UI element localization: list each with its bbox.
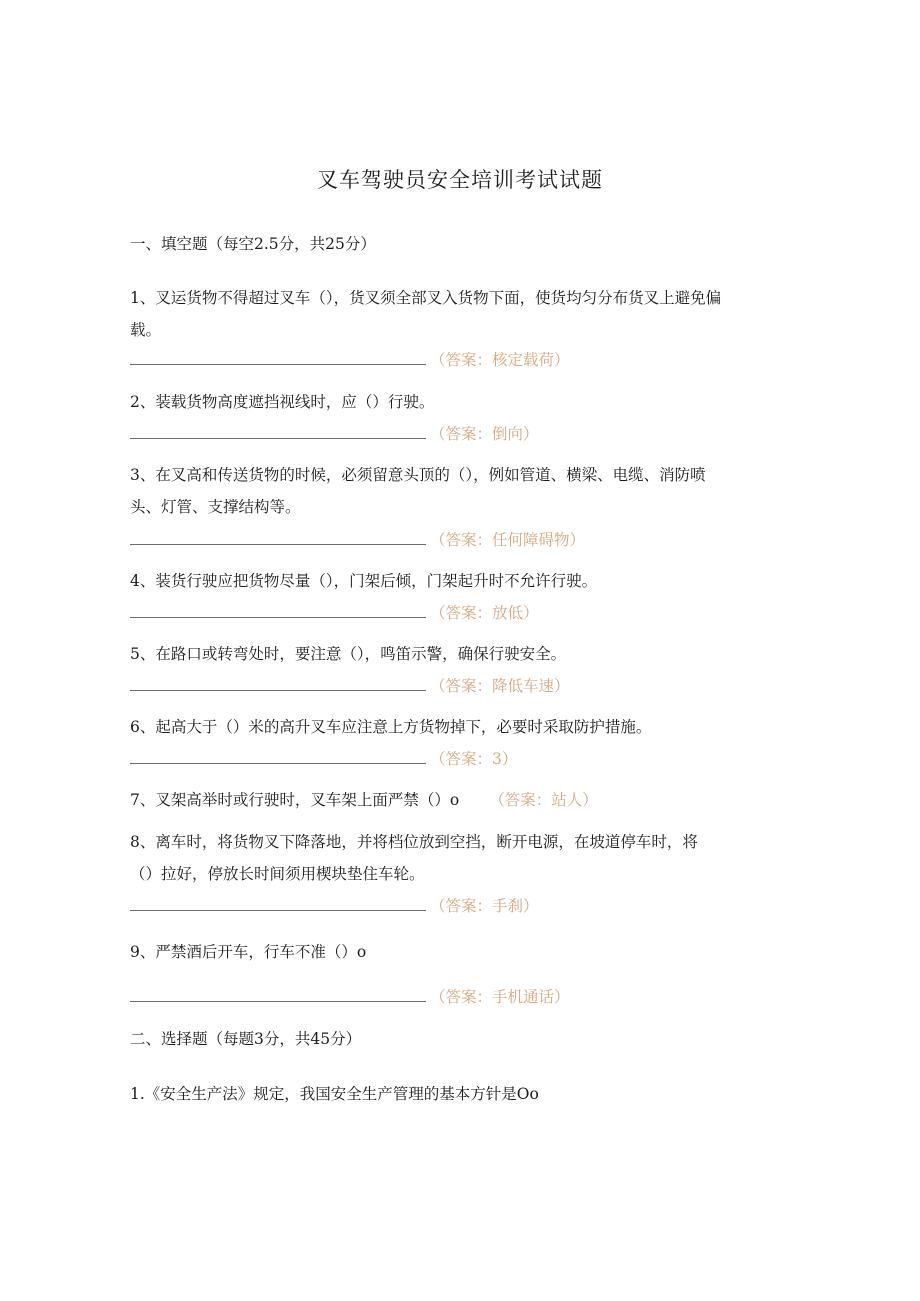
answer-blank [130,601,426,618]
question-4-line-1: 4、装货行驶应把货物尽量（），门架后倾，门架起升时不允许行驶。 [130,572,598,590]
question-2-line-1: 2、装载货物高度遮挡视线时，应（）行驶。 [130,393,435,411]
question-1-line-1: 1、叉运货物不得超过叉车（），货叉须全部叉入货物下面，使货均匀分布货叉上避免偏 [130,289,722,307]
answer-text: （答案：任何障碍物） [430,531,586,549]
question-7-line-1 [130,788,790,812]
question-7-text: 7、叉架高举时或行驶时，叉车架上面严禁（）o [130,791,460,809]
answer-text: （答案：站人） [489,791,598,809]
question-8-line-1: 8、离车时，将货物叉下降落地，并将档位放到空挡，断开电源，在坡道停车时，将 [130,833,698,851]
answer-row-4 [130,601,539,625]
answer-text: （答案：倒向） [430,425,539,443]
document-title: 叉车驾驶员安全培训考试试题 [317,168,603,192]
answer-blank [130,985,426,1002]
question-3-line-2: 头、灯管、支撑结构等。 [130,498,301,516]
answer-blank [130,894,426,911]
answer-text: （答案：核定载荷） [430,351,570,369]
answer-blank [130,348,426,365]
answer-row-2 [130,422,539,446]
answer-row-5 [130,674,570,698]
section-2-heading: 二、选择题（每题3分，共45分） [130,1030,362,1048]
question-8-line-2: （）拉好，停放长时间须用楔块垫住车轮。 [130,865,425,883]
question-3-line-1: 3、在叉高和传送货物的时候，必须留意头顶的（），例如管道、横梁、电缆、消防喷 [130,466,706,484]
question-9-line-1: 9、严禁酒后开车，行车不准（）o [130,943,367,961]
answer-blank [130,528,426,545]
choice-question-1: 1.《安全生产法》规定，我国安全生产管理的基本方针是Oo [130,1085,539,1103]
answer-blank [130,674,426,691]
answer-row-3 [130,528,585,552]
answer-row-9 [130,985,570,1009]
section-1-heading: 一、填空题（每空2.5分，共25分） [130,235,376,253]
answer-row-6 [130,747,517,771]
answer-row-8 [130,894,539,918]
answer-text: （答案：手刹） [430,897,539,915]
question-5-line-1: 5、在路口或转弯处时，要注意（），鸣笛示警，确保行驶安全。 [130,645,567,663]
answer-row-1 [130,348,570,372]
question-6-line-1: 6、起高大于（）米的高升叉车应注意上方货物掉下，必要时采取防护措施。 [130,718,652,736]
answer-text: （答案：放低） [430,604,539,622]
answer-blank [130,422,426,439]
answer-blank [130,747,426,764]
answer-text: （答案：3） [430,750,518,768]
answer-text: （答案：手机通话） [430,988,570,1006]
question-1-line-2: 载。 [130,321,162,339]
answer-text: （答案：降低车速） [430,677,570,695]
